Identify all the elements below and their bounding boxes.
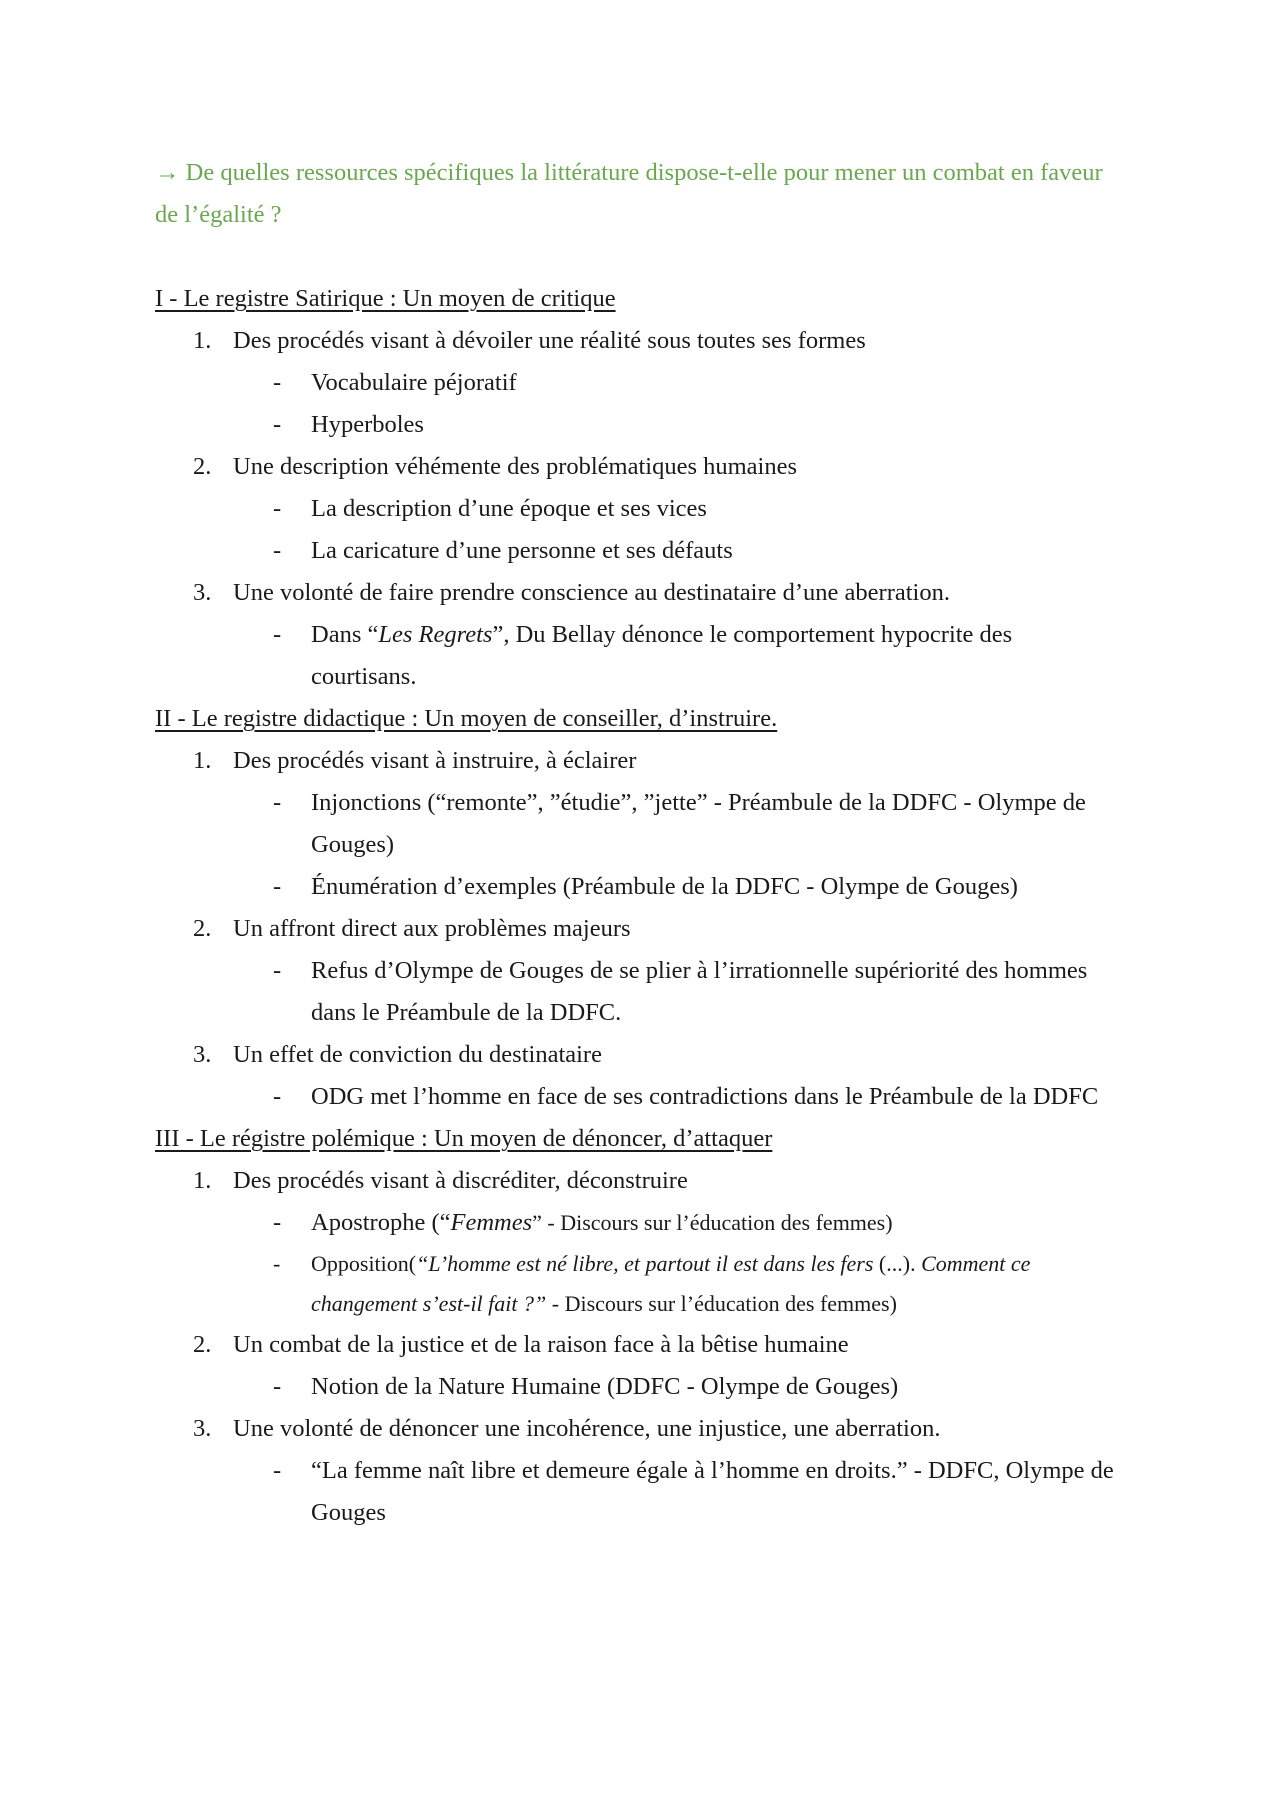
sub-item: - La caricature d’une personne et ses défauts	[233, 530, 1120, 572]
sub-item: - ODG met l’homme en face de ses contradictions dans le Préambule de la DDFC	[233, 1076, 1120, 1118]
sub-item: - Injonctions (“remonte”, ”étudie”, ”jette” - Préambule de la DDFC - Olympe de Gouges)	[233, 782, 1120, 866]
sub-item: - Vocabulaire péjoratif	[233, 362, 1120, 404]
sub-item: - “La femme naît libre et demeure égale à l’homme en droits.” - DDFC, Olympe de Gouges	[233, 1450, 1120, 1534]
list-item	[155, 1034, 1120, 1118]
list-item	[155, 908, 1120, 1034]
item-text: Un combat de la justice et de la raison face à la bêtise humaine	[233, 1331, 849, 1358]
item-text: Une volonté de dénoncer une incohérence, une injustice, une aberration.	[233, 1415, 941, 1442]
dash-bullet: -	[273, 1251, 281, 1276]
list-item	[155, 446, 1120, 572]
sub-item: - La description d’une époque et ses vices	[233, 488, 1120, 530]
item-text: Une volonté de faire prendre conscience au destinataire d’une aberration.	[233, 579, 950, 606]
section-3-list	[155, 1160, 1120, 1534]
item-text: Un effet de conviction du destinataire	[233, 1041, 602, 1068]
item-number: 1.	[193, 1167, 212, 1194]
dash-bullet: -	[273, 1457, 282, 1484]
sub-item: - Énumération d’exemples (Préambule de la DDFC - Olympe de Gouges)	[233, 866, 1120, 908]
item-text: Des procédés visant à dévoiler une réalité sous toutes ses formes	[233, 327, 866, 354]
sub-item: - Notion de la Nature Humaine (DDFC - Olympe de Gouges)	[233, 1366, 1120, 1408]
sub-item: - Refus d’Olympe de Gouges de se plier à l’irrationnelle supériorité des hommes dans le Préambule de la DDFC.	[233, 950, 1120, 1034]
dash-bullet: -	[273, 957, 282, 984]
item-number: 2.	[193, 915, 212, 942]
sub-item: - Opposition(“L’homme est né libre, et partout il est dans les fers (...). Comment ce changement s’est-il fait ?” - Discours sur l’éducation des femmes)	[233, 1244, 1120, 1324]
italic-quote: “L’homme est né libre, et partout il est dans les fers	[416, 1251, 874, 1276]
item-number: 1.	[193, 747, 212, 774]
list-item	[155, 1324, 1120, 1408]
dash-bullet: -	[273, 537, 282, 564]
dash-bullet: -	[273, 369, 282, 396]
section-title-1: I - Le registre Satirique : Un moyen de critique	[155, 285, 616, 312]
dash-bullet: -	[273, 621, 282, 648]
italic-word: Femmes	[450, 1209, 533, 1236]
item-number: 3.	[193, 579, 212, 606]
item-text: Un affront direct aux problèmes majeurs	[233, 915, 631, 942]
dash-bullet: -	[273, 1083, 282, 1110]
list-item	[155, 1408, 1120, 1534]
sub-item: - Dans “Les Regrets”, Du Bellay dénonce le comportement hypocrite des courtisans.	[233, 614, 1120, 698]
item-number: 3.	[193, 1415, 212, 1442]
sub-item: - Apostrophe (“Femmes” - Discours sur l’éducation des femmes)	[233, 1202, 1120, 1244]
item-number: 3.	[193, 1041, 212, 1068]
section-2-list	[155, 740, 1120, 1118]
dash-bullet: -	[273, 411, 282, 438]
guiding-question: → De quelles ressources spécifiques la littérature dispose-t-elle pour mener un combat en faveur de l’égalité ?	[155, 159, 1103, 228]
item-number: 2.	[193, 1331, 212, 1358]
list-item	[155, 320, 1120, 446]
italic-title: Les Regrets	[378, 621, 493, 648]
list-item	[155, 1160, 1120, 1324]
section-1-list	[155, 320, 1120, 698]
item-text: Une description véhémente des problématiques humaines	[233, 453, 798, 480]
item-number: 2.	[193, 453, 212, 480]
item-text: Des procédés visant à instruire, à éclairer	[233, 747, 637, 774]
section-title-2: II - Le registre didactique : Un moyen de conseiller, d’instruire.	[155, 705, 778, 732]
list-item	[155, 740, 1120, 908]
item-text: Des procédés visant à discréditer, déconstruire	[233, 1167, 688, 1194]
section-title-3: III - Le régistre polémique : Un moyen de dénoncer, d’attaquer	[155, 1125, 773, 1152]
sub-item: - Hyperboles	[233, 404, 1120, 446]
dash-bullet: -	[273, 789, 282, 816]
list-item	[155, 572, 1120, 698]
dash-bullet: -	[273, 1209, 282, 1236]
dash-bullet: -	[273, 495, 282, 522]
dash-bullet: -	[273, 873, 282, 900]
dash-bullet: -	[273, 1373, 282, 1400]
italic-quote: Comment ce changement s’est-il fait ?”	[311, 1251, 1031, 1316]
item-number: 1.	[193, 327, 212, 354]
